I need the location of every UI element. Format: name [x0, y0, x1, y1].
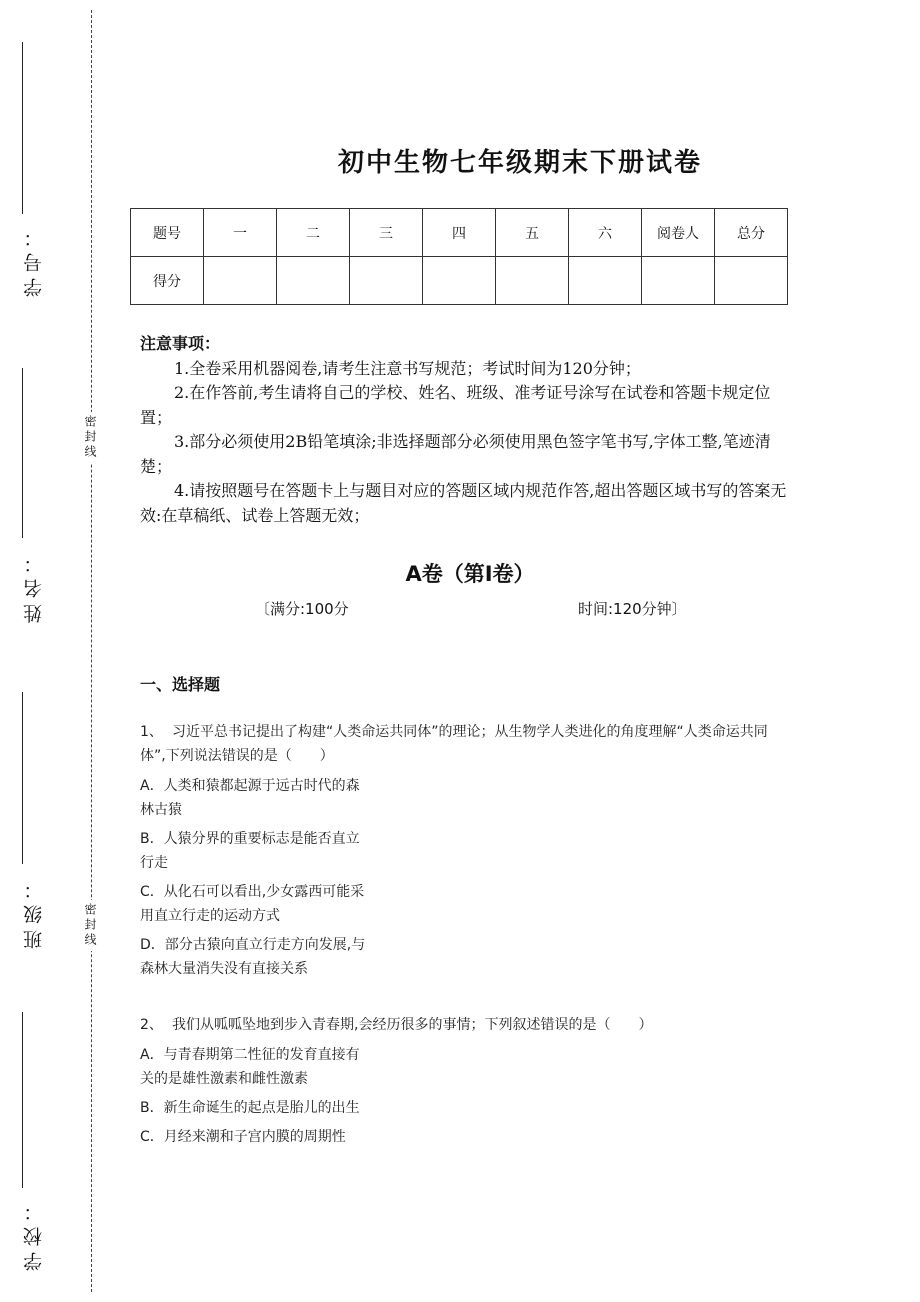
header-cell-1: 一: [204, 209, 277, 257]
score-table: [130, 208, 788, 305]
header-cell-total: 总分: [715, 209, 788, 257]
class-label: 班级：: [23, 874, 45, 949]
volume-title: A卷（第I卷）: [405, 562, 535, 586]
class-underline: [22, 692, 23, 864]
question-2: [140, 1013, 790, 1154]
question-text: 我们从呱呱坠地到步入青春期,会经历很多的事情；下列叙述错误的是（ ）: [172, 1017, 653, 1033]
note-item: 3.部分必须使用2B铅笔填涂;非选择题部分必须使用黑色签字笔书写,字体工整,笔迹清楚；: [140, 432, 771, 476]
score-cell[interactable]: [569, 257, 642, 305]
notes-heading: 注意事项：: [140, 334, 221, 353]
name-underline: [22, 368, 23, 538]
notes-block: [140, 332, 790, 528]
option-c[interactable]: C．月经来潮和子宫内膜的周期性: [140, 1129, 346, 1145]
question-1: [140, 720, 790, 986]
option-c[interactable]: C．从化石可以看出,少女露西可能采用直立行走的运动方式: [140, 884, 365, 924]
school-label: 学校：: [23, 1196, 45, 1271]
binding-dashed-line: [91, 10, 92, 1292]
score-row-label: 得分: [131, 257, 204, 305]
header-cell-question-no: 题号: [131, 209, 204, 257]
question-number: 1、: [140, 724, 163, 740]
score-cell[interactable]: [642, 257, 715, 305]
question-number: 2、: [140, 1017, 163, 1033]
time-limit-text: 时间:120分钟〕: [578, 600, 687, 618]
header-cell-5: 五: [496, 209, 569, 257]
option-b[interactable]: B．新生命诞生的起点是胎儿的出生: [140, 1100, 360, 1116]
score-cell[interactable]: [204, 257, 277, 305]
header-cell-grader: 阅卷人: [642, 209, 715, 257]
school-underline: [22, 1012, 23, 1188]
student-id-label: 学号：: [23, 222, 45, 297]
note-item: 1.全卷采用机器阅卷,请考生注意书写规范；考试时间为120分钟；: [174, 358, 641, 378]
question-text: 习近平总书记提出了构建“人类命运共同体”的理论；从生物学人类进化的角度理解“人类命运共同体”,下列说法错误的是（ ）: [140, 724, 768, 764]
score-table-header-row: [131, 209, 788, 257]
seal-line-text-lower: 密封线: [82, 900, 99, 951]
header-cell-4: 四: [423, 209, 496, 257]
header-cell-3: 三: [350, 209, 423, 257]
option-a[interactable]: A．与青春期第二性征的发育直接有关的是雄性激素和雌性激素: [140, 1047, 360, 1087]
option-b[interactable]: B．人猿分界的重要标志是能否直立行走: [140, 831, 360, 871]
score-cell[interactable]: [350, 257, 423, 305]
score-cell[interactable]: [715, 257, 788, 305]
name-label: 姓名：: [23, 548, 45, 623]
score-cell[interactable]: [277, 257, 350, 305]
option-d[interactable]: D．部分古猿向直立行走方向发展,与森林大量消失没有直接关系: [140, 937, 366, 977]
score-table-score-row: [131, 257, 788, 305]
header-cell-2: 二: [277, 209, 350, 257]
section-heading: 一、选择题: [140, 675, 221, 694]
student-id-underline: [22, 42, 23, 214]
full-score-text: 〔满分:100分: [255, 600, 349, 618]
score-cell[interactable]: [496, 257, 569, 305]
note-item: 2.在作答前,考生请将自己的学校、姓名、班级、准考证号涂写在试卷和答题卡规定位置；: [140, 383, 771, 427]
seal-line-text-upper: 密封线: [82, 412, 99, 463]
question-stem: [140, 1013, 790, 1037]
question-stem: [140, 720, 790, 768]
exam-title: 初中生物七年级期末下册试卷: [337, 148, 702, 178]
header-cell-6: 六: [569, 209, 642, 257]
score-cell[interactable]: [423, 257, 496, 305]
option-a[interactable]: A．人类和猿都起源于远古时代的森林古猿: [140, 778, 360, 818]
note-item: 4.请按照题号在答题卡上与题目对应的答题区域内规范作答,超出答题区域书写的答案无效:在草稿纸、试卷上答题无效；: [140, 481, 787, 525]
